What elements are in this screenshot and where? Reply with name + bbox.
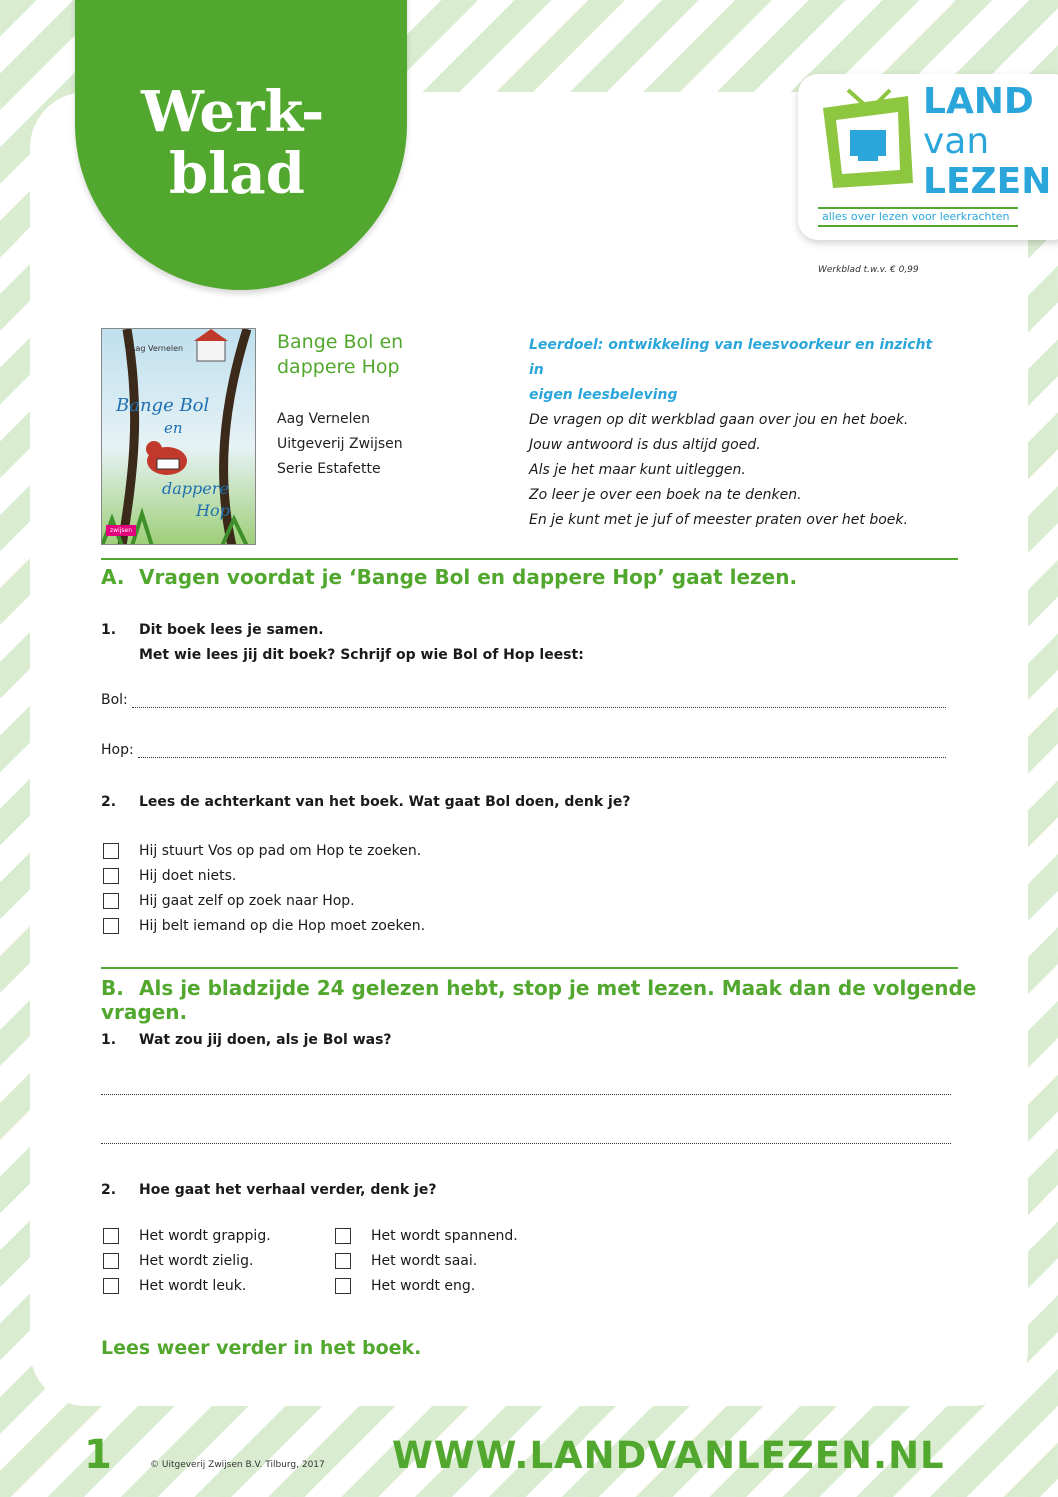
checkbox-icon[interactable] [103,1278,119,1294]
book-title: Bange Bol en dappere Hop [277,331,404,378]
checkbox-icon[interactable] [103,868,119,884]
book-cover [101,328,256,545]
cover-illustration [102,329,256,545]
answer-line[interactable] [101,1085,951,1095]
goal-line: De vragen op dit werkblad gaan over jou en het boek. [529,412,909,428]
goal-lead-2: eigen leesbeleving [529,387,678,403]
goal-lead-1: Leerdoel: ontwikkeling van leesvoorkeur en inzicht in [529,337,933,378]
checkbox-icon[interactable] [335,1278,351,1294]
checkbox-icon[interactable] [103,918,119,934]
book-meta [277,407,403,482]
cover-author: Aag Vernelen [130,344,184,353]
checkbox-icon[interactable] [335,1253,351,1269]
book-series: Serie Estafette [277,461,381,477]
goal-line: Als je het maar kunt uitleggen. [529,462,746,478]
option-checkbox[interactable]: Het wordt saai. [335,1253,477,1269]
checkbox-icon[interactable] [335,1228,351,1244]
answer-line-hop[interactable] [101,742,946,758]
question-a1: 1. Dit boek lees je samen. Met wie lees jij dit boek? Schrijf op wie Bol of Hop leest: [101,622,584,663]
book-publisher: Uitgeverij Zwijsen [277,436,403,452]
answer-line-bol[interactable] [101,692,946,708]
website-link[interactable]: WWW.LANDVANLEZEN.NL [392,1434,945,1477]
page-number: 1 [84,1432,112,1478]
option-checkbox[interactable]: Hij belt iemand op die Hop moet zoeken. [103,918,425,934]
dotted-line[interactable] [132,698,946,708]
option-checkbox[interactable]: Hij doet niets. [103,868,236,884]
section-divider [101,558,958,560]
option-checkbox[interactable]: Het wordt spannend. [335,1228,518,1244]
price-note: Werkblad t.w.v. € 0,99 [818,265,919,275]
question-b2: 2. Hoe gaat het verhaal verder, denk je? [101,1182,437,1198]
option-checkbox[interactable]: Het wordt eng. [335,1278,475,1294]
label-bol: Bol: [101,692,128,708]
logo-wordmark: LAND van LEZEN [923,81,1052,202]
cover-title-3: dappere [162,479,229,498]
logo-tagline: alles over lezen voor leerkrachten [818,207,1018,227]
title-line-2: blad [169,141,305,207]
copyright: © Uitgeverij Zwijsen B.V. Tilburg, 2017 [150,1460,325,1470]
land-van-lezen-logo [798,74,1058,240]
goal-line: En je kunt met je juf of meester praten over het boek. [529,512,908,528]
learning-goal [529,333,949,533]
dotted-line[interactable] [101,1134,951,1144]
label-hop: Hop: [101,742,134,758]
dotted-line[interactable] [138,748,946,758]
cover-title-2: en [164,419,183,437]
question-b1: 1. Wat zou jij doen, als je Bol was? [101,1032,392,1048]
option-checkbox[interactable]: Hij gaat zelf op zoek naar Hop. [103,893,355,909]
section-b-title: B. Als je bladzijde 24 gelezen hebt, stop je met lezen. Maak dan de volgende vragen. [101,976,977,1024]
option-checkbox[interactable]: Het wordt leuk. [103,1278,246,1294]
question-a2: 2. Lees de achterkant van het boek. Wat gaat Bol doen, denk je? [101,794,631,810]
option-checkbox[interactable]: Het wordt grappig. [103,1228,271,1244]
checkbox-icon[interactable] [103,843,119,859]
dotted-line[interactable] [101,1085,951,1095]
checkbox-icon[interactable] [103,893,119,909]
title-line-1: Werk- [141,79,325,145]
cover-brand: zwijsen [106,525,136,536]
checkbox-icon[interactable] [103,1253,119,1269]
goal-line: Zo leer je over een boek na te denken. [529,487,802,503]
book-author: Aag Vernelen [277,411,370,427]
checkbox-icon[interactable] [103,1228,119,1244]
answer-line[interactable] [101,1134,951,1144]
tv-icon [818,88,918,198]
option-checkbox[interactable]: Hij stuurt Vos op pad om Hop te zoeken. [103,843,421,859]
cover-title-4: Hop [196,501,230,520]
section-divider [101,967,958,969]
closing-instruction: Lees weer verder in het boek. [101,1337,422,1359]
section-a-title: A. Vragen voordat je ‘Bange Bol en dappere Hop’ gaat lezen. [101,565,798,589]
goal-line: Jouw antwoord is dus altijd goed. [529,437,761,453]
option-checkbox[interactable]: Het wordt zielig. [103,1253,253,1269]
cover-title-1: Bange Bol [116,395,210,416]
